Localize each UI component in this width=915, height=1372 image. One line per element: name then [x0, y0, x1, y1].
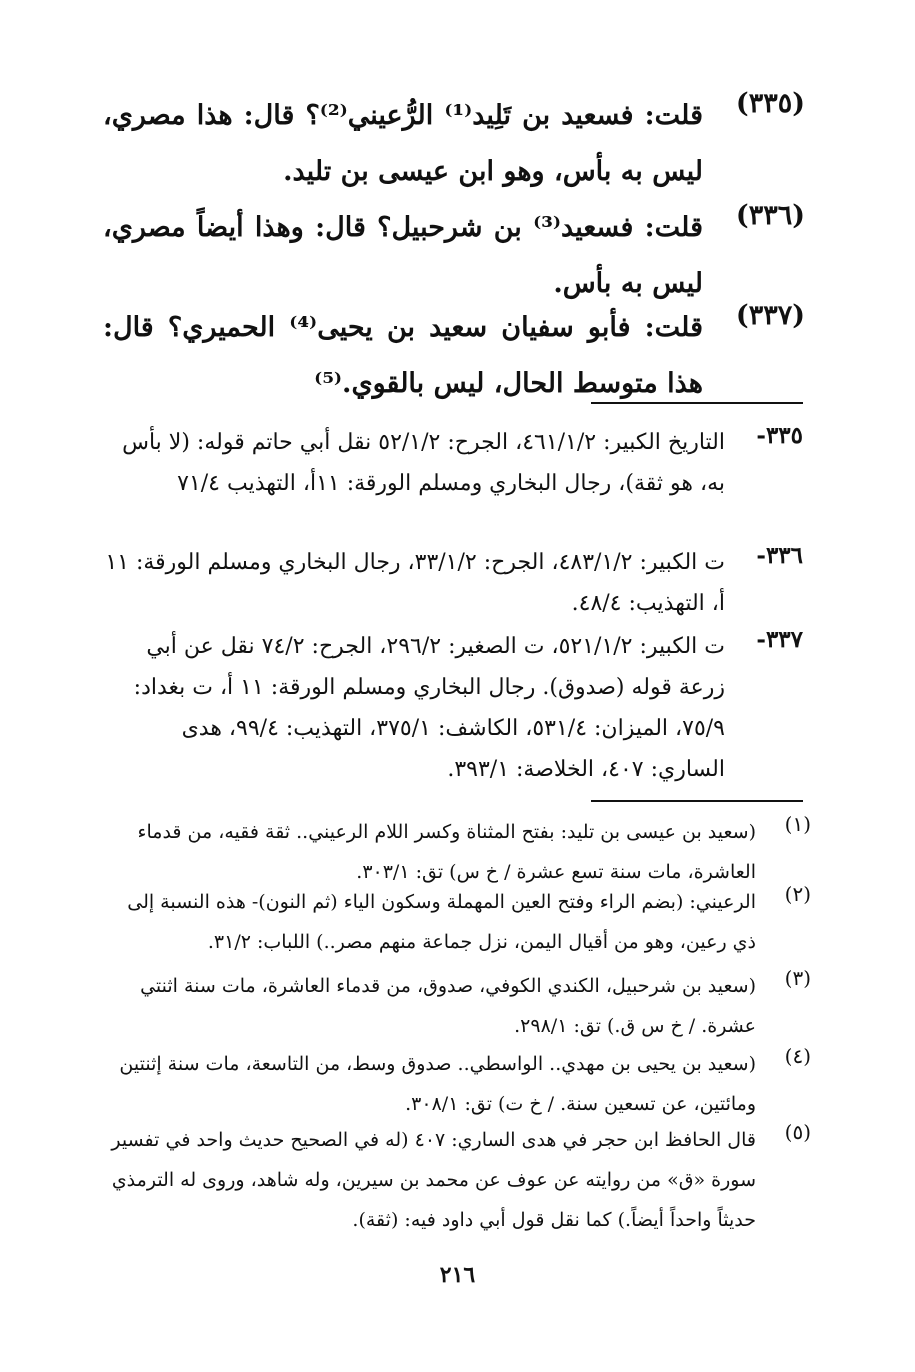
footnote-1: [106, 812, 811, 892]
reference-336: [103, 542, 803, 624]
entry-336: [103, 200, 803, 312]
entry-text: قلت: فسعيد⁽³⁾ بن شرحبيل؟ قال: وهذا أيضاً مصري، ليس به بأس.: [103, 212, 703, 299]
reference-text: ت الكبير: ٥٢١/١/٢، ت الصغير: ٢٩٦/٢، الجرح: ٧٤/٢ نقل عن أبي زرعة قوله (صدوق). رجال البخاري ومسلم الورقة: ١١ أ، ت بغداد: ٧٥/٩، الميزان: ٥٣١/٤، الكاشف: ٣٧٥/١، التهذيب: ٩٩/٤، هدى الساري: ٤٠٧، الخلاصة: ٣٩٣/١.: [133, 634, 725, 782]
reference-number: ٣٣٧-: [756, 626, 803, 653]
footnote-text: قال الحافظ ابن حجر في هدى الساري: ٤٠٧ (له في الصحيح حديث واحد في تفسير سورة «ق» من روايته عن عوف عن محمد بن سيرين، وله شاهد، وروى له الترمذي حديثاً واحداً أيضاً.) كما نقل قول أبي داود فيه: (ثقة).: [111, 1129, 756, 1231]
footnote-text: (سعيد بن شرحبيل، الكندي الكوفي، صدوق، من قدماء العاشرة، مات سنة اثنتي عشرة. / خ س ق.) تق: ٢٩٨/١.: [140, 975, 756, 1037]
entry-337: [103, 300, 803, 412]
footnote-4: [106, 1044, 811, 1124]
footnote-text: (سعيد بن يحيى بن مهدي.. الواسطي.. صدوق وسط، من التاسعة، مات سنة إثنتين ومائتين، عن تسعين سنة. / خ ت) تق: ٣٠٨/١.: [119, 1053, 756, 1115]
footnote-number: (٥): [784, 1120, 811, 1144]
entry-number: (٣٣٥): [735, 88, 805, 119]
footnote-separator: [591, 800, 803, 802]
footnote-5: [106, 1120, 811, 1240]
reference-number: ٣٣٥-: [756, 422, 803, 449]
footnote-number: (٣): [784, 966, 811, 990]
page-number: ٢١٦: [439, 1262, 476, 1288]
reference-337: [103, 626, 803, 790]
reference-335: [103, 422, 803, 504]
footnote-text: (سعيد بن عيسى بن تليد: بفتح المثناة وكسر اللام الرعيني.. ثقة فقيه، من قدماء العاشرة، مات سنة تسع عشرة / خ س) تق: ٣٠٣/١.: [137, 821, 756, 883]
reference-text: التاريخ الكبير: ٤٦١/١/٢، الجرح: ٥٢/١/٢ نقل أبي حاتم قوله: (لا بأس به، هو ثقة)، رجال البخاري ومسلم الورقة: ١١أ، التهذيب ٧١/٤: [122, 430, 725, 496]
footnote-2: [106, 882, 811, 962]
separator-line: [591, 402, 803, 404]
reference-text: ت الكبير: ٤٨٣/١/٢، الجرح: ٣٣/١/٢، رجال البخاري ومسلم الورقة: ١١ أ، التهذيب: ٤٨/٤.: [105, 550, 725, 616]
footnote-text: الرعيني: (بضم الراء وفتح العين المهملة وسكون الياء (ثم النون)- هذه النسبة إلى ذي رعين، وهو من أقيال اليمن، نزل جماعة منهم مصر..) اللباب: ٣١/٢.: [127, 891, 756, 953]
entry-number: (٣٣٦): [735, 200, 805, 231]
footnote-number: (١): [784, 812, 811, 836]
reference-number: ٣٣٦-: [756, 542, 803, 569]
entry-text: قلت: فسعيد بن تَلِيد⁽¹⁾ الرُّعيني⁽²⁾؟ قال: هذا مصري، ليس به بأس، وهو ابن عيسى بن تليد.: [103, 100, 703, 187]
entry-number: (٣٣٧): [735, 300, 805, 331]
entry-335: [103, 88, 803, 200]
entry-text: قلت: فأبو سفيان سعيد بن يحيى⁽⁴⁾ الحميري؟ قال: هذا متوسط الحال، ليس بالقوي.⁽⁵⁾: [103, 312, 703, 399]
footnote-number: (٤): [784, 1044, 811, 1068]
footnote-3: [106, 966, 811, 1046]
footnote-number: (٢): [784, 882, 811, 906]
